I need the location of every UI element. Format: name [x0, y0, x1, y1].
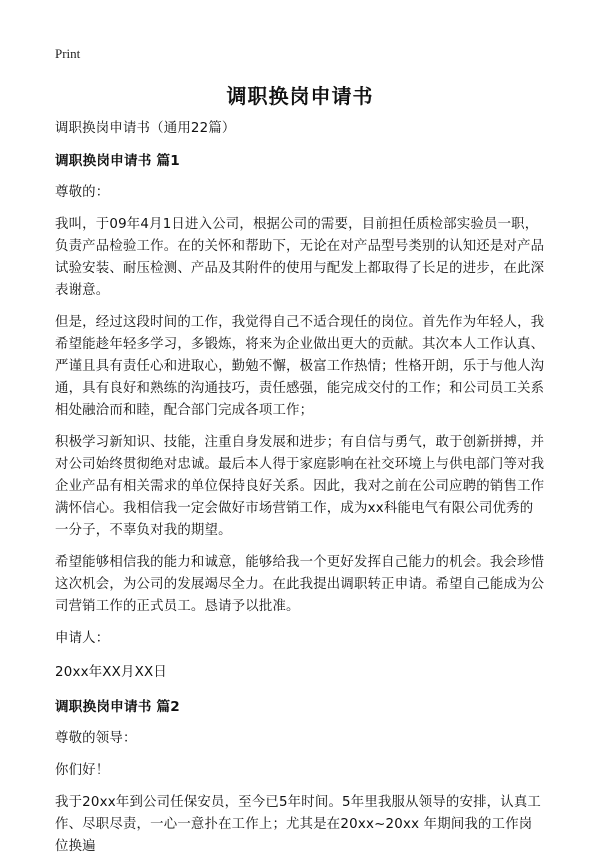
section-1-paragraph-4: 希望能够相信我的能力和诚意，能够给我一个更好发挥自己能力的机会。我会珍惜这次机会，为公司的发展竭尽全力。在此我提出调职转正申请。希望自己能成为公司营销工作的正式员工。恳请予以批准。 [55, 555, 545, 614]
section-2-heading: 调职换岗申请书 篇2 [55, 699, 180, 715]
document-subtitle: 调职换岗申请书（通用22篇） [55, 121, 236, 136]
section-2-hello: 你们好！ [55, 763, 110, 778]
section-1-applicant: 申请人： [55, 631, 110, 646]
section-1-paragraph-1: 我叫，于09年4月1日进入公司，根据公司的需要，目前担任质检部实验员一职，负责产品检验工作。在的关怀和帮助下，无论在对产品型号类别的认知还是对产品试验安装、耐压检测、产品及其附件的使用与配发上都取得了长足的进步，在此深表谢意。 [55, 217, 545, 298]
section-1-paragraph-2: 但是，经过这段时间的工作，我觉得自己不适合现任的岗位。首先作为年轻人，我希望能趁年轻多学习，多锻炼，将来为企业做出更大的贡献。其次本人工作认真、严谨且具有责任心和进取心，勤勉不懈，极富工作热情；性格开朗，乐于与他人沟通，具有良好和熟练的沟通技巧，责任感强，能完成交付的工作；和公司员工关系相处融洽而和睦，配合部门完成各项工作； [55, 315, 545, 418]
section-2-paragraph-1: 我于20xx年到公司任保安员，至今已5年时间。5年里我服从领导的安排，认真工作、尽职尽责，一心一意扑在工作上；尤其是在20xx~20xx 年期间我的工作岗位换遍 [55, 795, 542, 854]
section-1-date: 20xx年XX月XX日 [55, 665, 167, 680]
document-title: 调职换岗申请书 [226, 84, 374, 108]
section-1-heading: 调职换岗申请书 篇1 [55, 153, 180, 169]
document-body [55, 118, 545, 868]
section-2-greeting: 尊敬的领导： [55, 731, 137, 746]
section-1-greeting: 尊敬的： [55, 185, 110, 200]
section-1-paragraph-3: 积极学习新知识、技能，注重自身发展和进步；有自信与勇气，敢于创新拼搏，并对公司始终贯彻绝对忠诚。最后本人得于家庭影响在社交环境上与供电部门等对我企业产品有相关需求的单位保持良好关系。因此，我对之前在公司应聘的销售工作满怀信心。我相信我一定会做好市场营销工作，成为xx科能电气有限公司优秀的一分子，不辜负对我的期望。 [55, 435, 545, 538]
print-link[interactable]: Print [55, 46, 81, 61]
